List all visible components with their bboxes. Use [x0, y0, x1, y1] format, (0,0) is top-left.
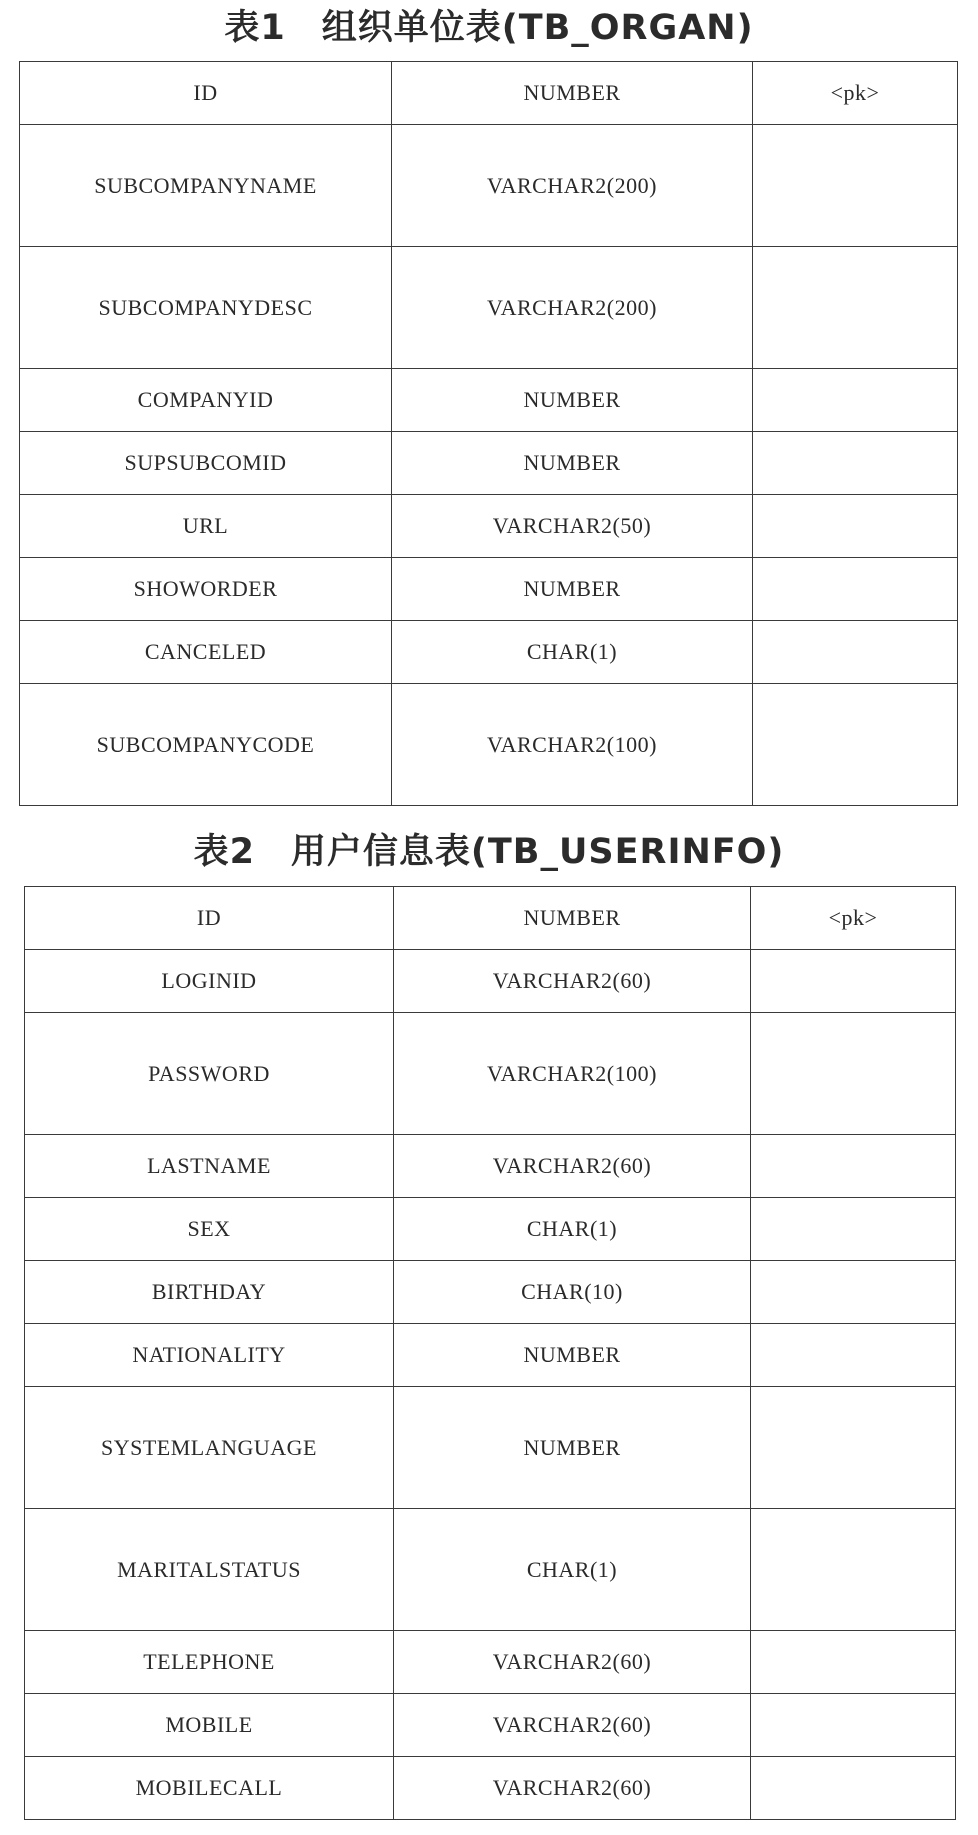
field-name-cell: URL — [20, 495, 392, 558]
field-name-cell: ID — [25, 887, 394, 950]
field-type-cell: VARCHAR2(100) — [392, 684, 753, 806]
table-row — [20, 432, 958, 495]
key-cell — [753, 432, 958, 495]
field-type-cell: VARCHAR2(100) — [394, 1013, 751, 1135]
key-cell — [753, 369, 958, 432]
table-row — [20, 369, 958, 432]
table-row — [25, 1013, 956, 1135]
table2-caption: 表2 用户信息表(TB_USERINFO) — [193, 832, 785, 872]
key-cell — [751, 1694, 956, 1757]
table-row — [20, 621, 958, 684]
table-row — [20, 684, 958, 806]
key-cell — [753, 495, 958, 558]
key-cell — [751, 1387, 956, 1509]
field-type-cell: NUMBER — [394, 887, 751, 950]
key-cell — [751, 1509, 956, 1631]
key-cell — [751, 950, 956, 1013]
table-row — [25, 1135, 956, 1198]
key-cell — [751, 1261, 956, 1324]
table-row — [25, 950, 956, 1013]
field-name-cell: SYSTEMLANGUAGE — [25, 1387, 394, 1509]
field-name-cell: COMPANYID — [20, 369, 392, 432]
key-cell — [751, 1631, 956, 1694]
field-name-cell: BIRTHDAY — [25, 1261, 394, 1324]
key-cell — [753, 684, 958, 806]
field-type-cell: VARCHAR2(60) — [394, 1135, 751, 1198]
key-cell — [751, 1135, 956, 1198]
field-type-cell: NUMBER — [392, 432, 753, 495]
table-row — [25, 1387, 956, 1509]
field-type-cell: CHAR(1) — [392, 621, 753, 684]
field-name-cell: NATIONALITY — [25, 1324, 394, 1387]
field-name-cell: CANCELED — [20, 621, 392, 684]
field-type-cell: VARCHAR2(60) — [394, 1694, 751, 1757]
table-row — [20, 247, 958, 369]
table-row — [25, 1324, 956, 1387]
table-row — [25, 1757, 956, 1820]
field-type-cell: VARCHAR2(200) — [392, 247, 753, 369]
userinfo-table — [24, 886, 956, 1820]
field-name-cell: SHOWORDER — [20, 558, 392, 621]
field-type-cell: NUMBER — [394, 1387, 751, 1509]
field-type-cell: NUMBER — [392, 369, 753, 432]
field-name-cell: PASSWORD — [25, 1013, 394, 1135]
field-name-cell: SUBCOMPANYDESC — [20, 247, 392, 369]
field-type-cell: NUMBER — [394, 1324, 751, 1387]
key-cell — [751, 1013, 956, 1135]
table-row — [25, 1261, 956, 1324]
field-name-cell: SEX — [25, 1198, 394, 1261]
key-cell: <pk> — [751, 887, 956, 950]
table-row — [25, 1198, 956, 1261]
key-cell — [753, 621, 958, 684]
key-cell — [753, 247, 958, 369]
field-type-cell: NUMBER — [392, 62, 753, 125]
key-cell — [751, 1198, 956, 1261]
field-name-cell: MOBILECALL — [25, 1757, 394, 1820]
table-row — [25, 1631, 956, 1694]
field-name-cell: SUPSUBCOMID — [20, 432, 392, 495]
key-cell — [753, 558, 958, 621]
table-row — [20, 495, 958, 558]
key-cell — [751, 1757, 956, 1820]
field-name-cell: MOBILE — [25, 1694, 394, 1757]
field-type-cell: VARCHAR2(200) — [392, 125, 753, 247]
table-row — [20, 62, 958, 125]
table-row — [25, 887, 956, 950]
table1-caption: 表1 组织单位表(TB_ORGAN) — [224, 8, 754, 48]
field-name-cell: LASTNAME — [25, 1135, 394, 1198]
table-row — [20, 558, 958, 621]
field-name-cell: SUBCOMPANYCODE — [20, 684, 392, 806]
field-name-cell: ID — [20, 62, 392, 125]
field-name-cell: LOGINID — [25, 950, 394, 1013]
field-type-cell: VARCHAR2(60) — [394, 1631, 751, 1694]
field-type-cell: NUMBER — [392, 558, 753, 621]
organ-table — [19, 61, 958, 806]
field-type-cell: VARCHAR2(60) — [394, 1757, 751, 1820]
key-cell — [753, 125, 958, 247]
table-row — [25, 1694, 956, 1757]
field-name-cell: MARITALSTATUS — [25, 1509, 394, 1631]
field-type-cell: CHAR(1) — [394, 1198, 751, 1261]
table-row — [25, 1509, 956, 1631]
table-row — [20, 125, 958, 247]
key-cell — [751, 1324, 956, 1387]
field-type-cell: VARCHAR2(50) — [392, 495, 753, 558]
key-cell: <pk> — [753, 62, 958, 125]
field-type-cell: CHAR(10) — [394, 1261, 751, 1324]
field-name-cell: TELEPHONE — [25, 1631, 394, 1694]
field-type-cell: VARCHAR2(60) — [394, 950, 751, 1013]
field-type-cell: CHAR(1) — [394, 1509, 751, 1631]
field-name-cell: SUBCOMPANYNAME — [20, 125, 392, 247]
